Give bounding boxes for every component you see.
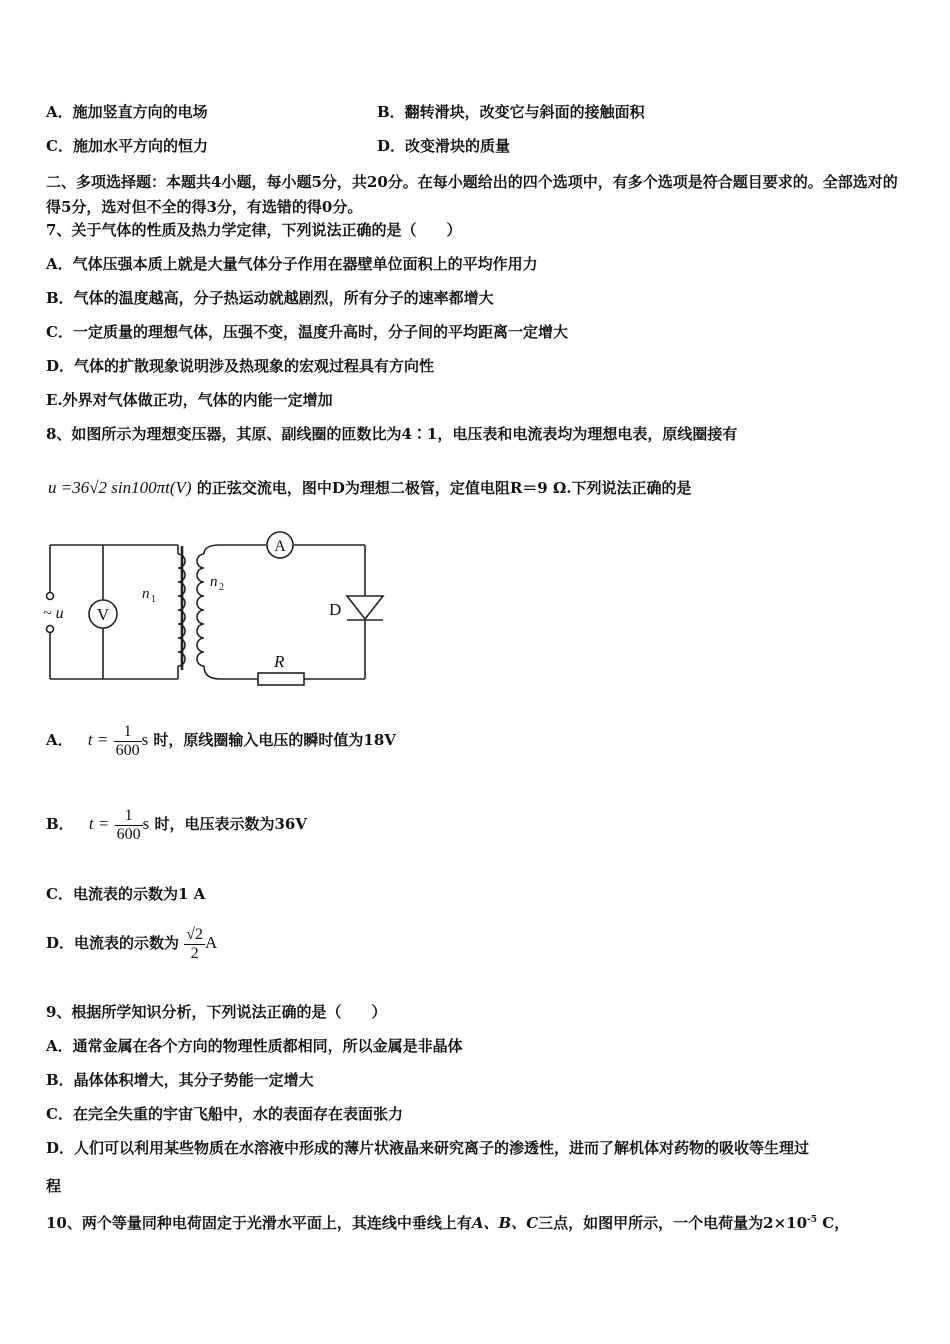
q7-option-b: B．气体的温度越高，分子热运动就越剧烈，所有分子的速率都增大 [46, 289, 494, 307]
section2-header: 二、多项选择题：本题共4小题，每小题5分，共20分。在每小题给出的四个选项中，有多个选项是符合题目要求的。全部选对的得5分，选对但不全的得3分，有选错的得0分。 [46, 173, 898, 216]
source-label: ~ u [43, 605, 64, 622]
q7-option-a: A．气体压强本质上就是大量气体分子作用在器壁单位面积上的平均作用力 [46, 255, 538, 273]
q8-a-fraction: $\frac{1}{600}$ [115, 722, 140, 759]
q6-option-b: B．翻转滑块，改变它与斜面的接触面积 [377, 103, 645, 121]
n2-label: n [210, 574, 218, 590]
q8-formula: u =36√2 sin100πt(V) [48, 478, 192, 497]
q8-option-b [46, 804, 307, 844]
q8-a-text: 时，原线圈输入电压的瞬时值为18V [153, 731, 396, 749]
n2-subscript: 2 [219, 582, 224, 593]
q9-option-d: D．人们可以利用某些物质在水溶液中形成的薄片状液晶来研究离子的渗透性，进而了解机体对药物的吸收等生理过 [46, 1139, 810, 1157]
q10-stem [46, 1210, 849, 1233]
q8-a-eq: t = [87, 730, 109, 749]
q9-option-a: A．通常金属在各个方向的物理性质都相同，所以金属是非晶体 [46, 1037, 463, 1055]
q8-option-a [46, 720, 396, 760]
q8-b-eq: t = [88, 814, 110, 833]
q9-option-d-continued: 程 [46, 1177, 62, 1195]
q8-stem-line2 [48, 478, 692, 498]
q9-option-c: C．在完全失重的宇宙飞船中，水的表面存在表面张力 [46, 1105, 403, 1123]
diode-triangle [347, 596, 383, 619]
n1-label: n [142, 586, 150, 602]
q6-option-c: C．施加水平方向的恒力 [46, 137, 208, 155]
q7-stem: 7、关于气体的性质及热力学定律，下列说法正确的是（ ） [46, 221, 462, 239]
secondary-coil [197, 554, 204, 666]
transformer-circuit-diagram [40, 530, 400, 700]
q10-stem-part3: C， [817, 1214, 850, 1232]
q8-a-unit: s [141, 730, 149, 749]
voltmeter-label: V [96, 605, 110, 624]
q9-stem: 9、根据所学知识分析，下列说法正确的是（ ） [46, 1003, 387, 1021]
q10-points: A、B、C [471, 1214, 539, 1232]
q7-option-d: D．气体的扩散现象说明涉及热现象的宏观过程具有方向性 [46, 357, 435, 375]
q8-option-d [46, 922, 217, 964]
q8-stem: 8、如图所示为理想变压器，其原、副线圈的匝数比为4∶1，电压表和电流表均为理想电表，原线圈接有 [46, 425, 738, 443]
q8-d-text: D．电流表的示数为 [46, 934, 180, 952]
diode-label: D [329, 600, 342, 619]
q10-stem-part1: 10、两个等量同种电荷固定于光滑水平面上，其连线中垂线上有 [46, 1214, 472, 1232]
q8-b-prefix: B． [46, 815, 74, 833]
ammeter-label: A [274, 538, 286, 555]
source-terminal-bottom [47, 626, 54, 633]
q10-stem-part2: 三点，如图甲所示，一个电荷量为2×10 [538, 1214, 808, 1232]
q8-option-c: C．电流表的示数为1 A [46, 885, 206, 903]
q9-option-b: B．晶体体积增大，其分子势能一定增大 [46, 1071, 314, 1089]
q8-b-fraction: $\frac{1}{600}$ [116, 806, 141, 843]
q6-option-d: D．改变滑块的质量 [377, 137, 511, 155]
secondary-lead-top [204, 545, 220, 554]
q10-exponent: -5 [807, 1215, 818, 1225]
n1-subscript: 1 [151, 594, 156, 605]
resistor-label: R [274, 652, 285, 671]
q7-option-c: C．一定质量的理想气体，压强不变，温度升高时，分子间的平均距离一定增大 [46, 323, 568, 341]
q8-b-text: 时，电压表示数为36V [154, 815, 307, 833]
q8-b-unit: s [142, 814, 150, 833]
q8-a-prefix: A． [46, 731, 73, 749]
resistor-symbol [258, 673, 304, 685]
q8-d-fraction: $\frac{√2}{2}$ [186, 925, 204, 962]
q8-stem2: 的正弦交流电，图中D为理想二极管，定值电阻R＝9 Ω.下列说法正确的是 [196, 479, 692, 497]
secondary-lead-bottom [204, 666, 220, 679]
q7-option-e: E.外界对气体做正功，气体的内能一定增加 [46, 391, 333, 409]
q6-option-a: A．施加竖直方向的电场 [46, 103, 208, 121]
q8-d-unit: A [205, 933, 218, 952]
source-terminal-top [47, 593, 54, 600]
